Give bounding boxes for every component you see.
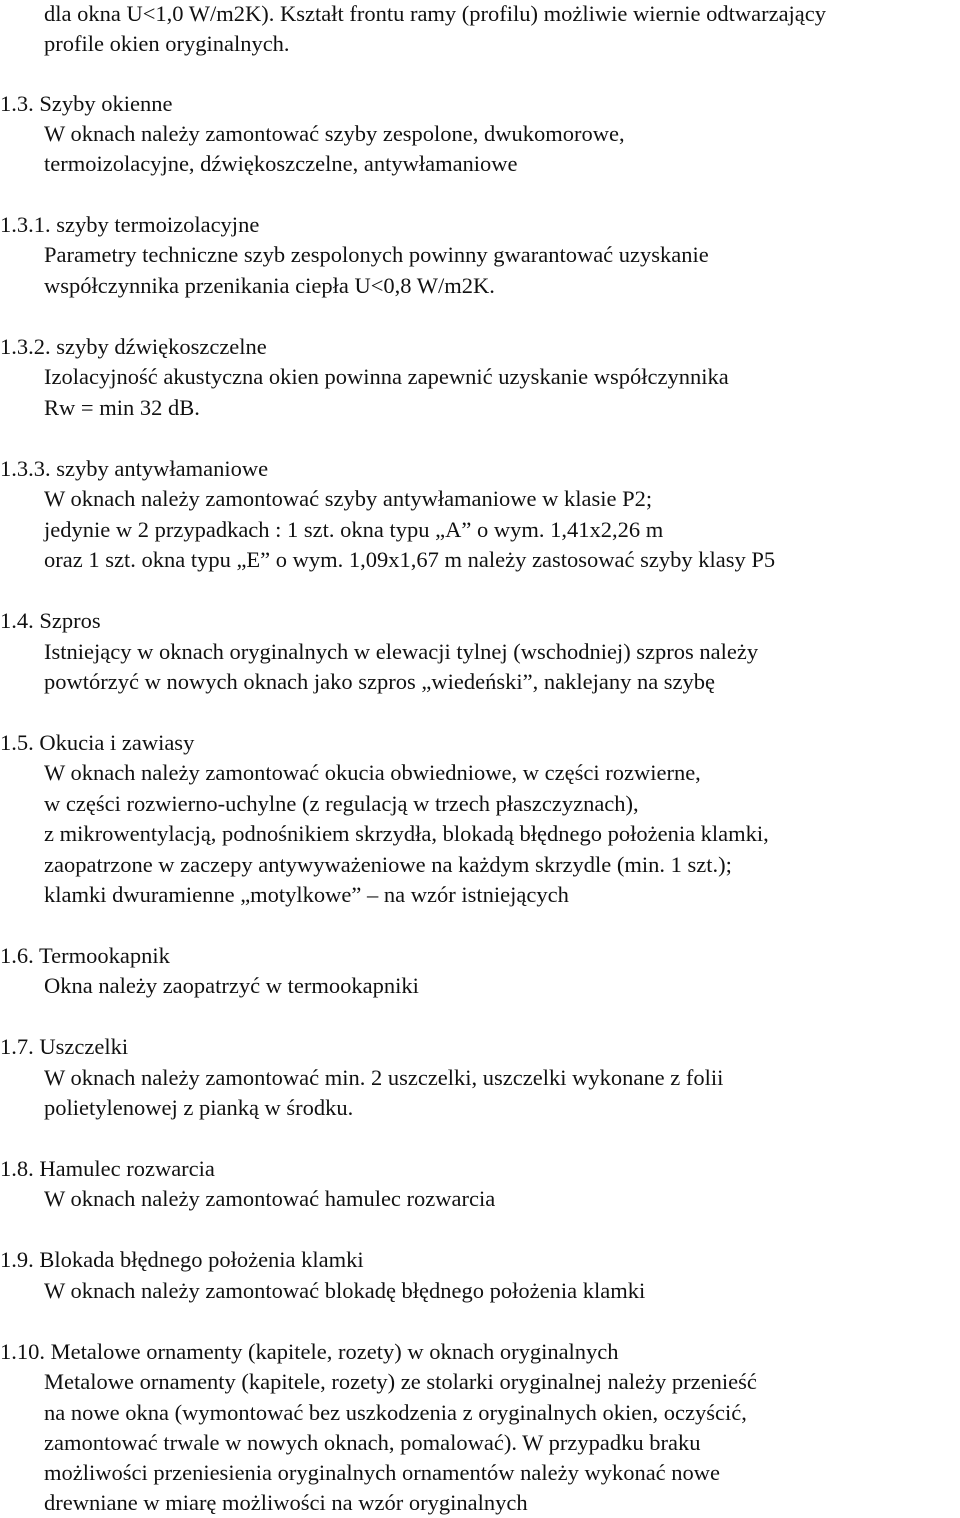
section-heading: 1.9. Blokada błędnego położenia klamki bbox=[0, 1247, 364, 1272]
text-line: Istniejący w oknach oryginalnych w elewacji tylnej (wschodniej) szpros należy bbox=[44, 639, 759, 664]
text-line: profile okien oryginalnych. bbox=[44, 31, 290, 56]
text-line: Rw = min 32 dB. bbox=[44, 395, 200, 420]
text-line: powtórzyć w nowych oknach jako szpros „wiedeński”, naklejany na szybę bbox=[44, 669, 716, 694]
section-heading: 1.6. Termookapnik bbox=[0, 943, 170, 968]
text-line: W oknach należy zamontować min. 2 uszczelki, uszczelki wykonane z folii bbox=[44, 1065, 724, 1090]
section-heading: 1.3.1. szyby termoizolacyjne bbox=[0, 212, 260, 237]
text-line: Metalowe ornamenty (kapitele, rozety) ze stolarki oryginalnej należy przenieść bbox=[44, 1369, 757, 1394]
text-line: W oknach należy zamontować okucia obwiedniowe, w części rozwierne, bbox=[44, 760, 701, 785]
section-heading: 1.8. Hamulec rozwarcia bbox=[0, 1156, 215, 1181]
section-heading: 1.4. Szpros bbox=[0, 608, 101, 633]
section-heading: 1.7. Uszczelki bbox=[0, 1034, 129, 1059]
text-line: W oknach należy zamontować blokadę błędnego położenia klamki bbox=[44, 1278, 646, 1303]
text-line: termoizolacyjne, dźwiękoszczelne, antywłamaniowe bbox=[44, 151, 518, 176]
text-line: drewniane w miarę możliwości na wzór oryginalnych bbox=[44, 1490, 528, 1515]
text-line: w części rozwierno-uchylne (z regulacją w trzech płaszczyznach), bbox=[44, 791, 639, 816]
text-line: oraz 1 szt. okna typu „E” o wym. 1,09x1,67 m należy zastosować szyby klasy P5 bbox=[44, 547, 776, 572]
section-heading: 1.3.2. szyby dźwiękoszczelne bbox=[0, 334, 267, 359]
text-line: Parametry techniczne szyb zespolonych powinny gwarantować uzyskanie bbox=[44, 242, 709, 267]
text-line: dla okna U<1,0 W/m2K). Kształt frontu ramy (profilu) możliwie wiernie odtwarzający bbox=[44, 1, 827, 26]
section-heading: 1.10. Metalowe ornamenty (kapitele, rozety) w oknach oryginalnych bbox=[0, 1339, 619, 1364]
text-line: zaopatrzone w zaczepy antywyważeniowe na każdym skrzydle (min. 1 szt.); bbox=[44, 852, 732, 877]
text-line: klamki dwuramienne „motylkowe” – na wzór istniejących bbox=[44, 882, 569, 907]
text-line: jedynie w 2 przypadkach : 1 szt. okna typu „A” o wym. 1,41x2,26 m bbox=[44, 517, 664, 542]
text-line: W oknach należy zamontować szyby antywłamaniowe w klasie P2; bbox=[44, 486, 653, 511]
text-line: Okna należy zaopatrzyć w termookapniki bbox=[44, 973, 419, 998]
text-line: polietylenowej z pianką w środku. bbox=[44, 1095, 354, 1120]
text-line: z mikrowentylacją, podnośnikiem skrzydła, blokadą błędnego położenia klamki, bbox=[44, 821, 769, 846]
text-line: zamontować trwale w nowych oknach, pomalować). W przypadku braku bbox=[44, 1430, 701, 1455]
text-line: W oknach należy zamontować szyby zespolone, dwukomorowe, bbox=[44, 121, 625, 146]
section-heading: 1.3.3. szyby antywłamaniowe bbox=[0, 456, 269, 481]
section-heading: 1.5. Okucia i zawiasy bbox=[0, 730, 195, 755]
text-line: możliwości przeniesienia oryginalnych ornamentów należy wykonać nowe bbox=[44, 1460, 721, 1485]
text-line: W oknach należy zamontować hamulec rozwarcia bbox=[44, 1186, 496, 1211]
section-heading: 1.3. Szyby okienne bbox=[0, 91, 173, 116]
text-line: współczynnika przenikania ciepła U<0,8 W/m2K. bbox=[44, 273, 495, 298]
text-line: Izolacyjność akustyczna okien powinna zapewnić uzyskanie współczynnika bbox=[44, 364, 729, 389]
text-line: na nowe okna (wymontować bez uszkodzenia z oryginalnych okien, oczyścić, bbox=[44, 1400, 747, 1425]
